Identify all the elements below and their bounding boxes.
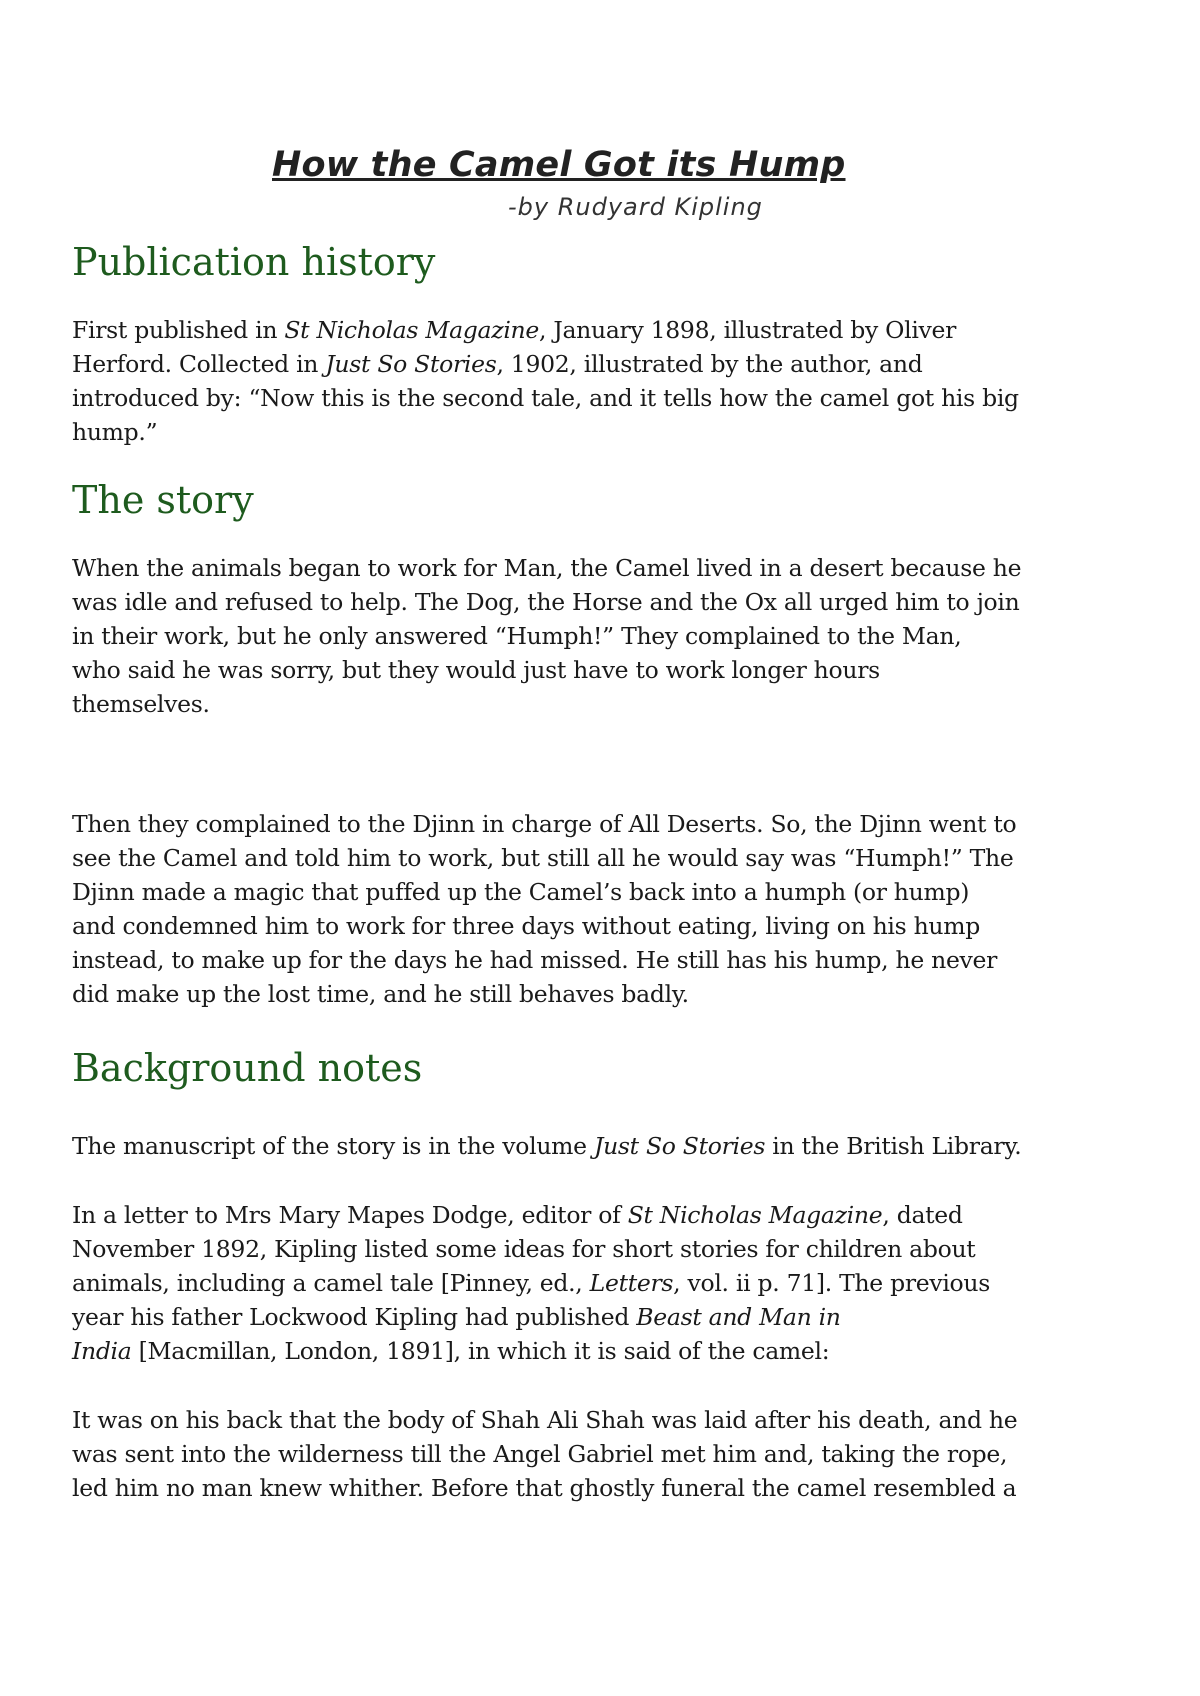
text-line: hump.” [72,418,158,446]
italic-title: Just So Stories [325,350,497,378]
paragraph-story-1 [72,551,1072,721]
paragraph-background-1 [72,1129,1072,1163]
text-line: and condemned him to work for three days without eating, living on his hump [72,912,980,940]
text-run: year his father Lockwood Kipling had published [72,1303,637,1331]
document-title: How the Camel Got its Hump [272,145,846,185]
text-line [72,1300,1072,1334]
text-run: Herford. Collected in [72,350,326,378]
text-run: , 1902, illustrated by the author, and [496,350,923,378]
text-line: see the Camel and told him to work, but still all he would say was “Humph!” The [72,844,1014,872]
italic-title: St Nicholas Magazine [284,316,539,344]
text-run: , vol. ii p. 71]. The previous [673,1269,990,1297]
text-line [72,1266,1072,1300]
heading-publication-history: Publication history [72,240,436,284]
text-line: was sent into the wilderness till the Angel Gabriel met him and, taking the rope, [72,1440,1008,1468]
text-line [72,347,1072,381]
text-line: led him no man knew whither. Before that ghostly funeral the camel resembled a [72,1474,1017,1502]
text-line: introduced by: “Now this is the second tale, and it tells how the camel got his big [72,384,1019,412]
heading-background-notes: Background notes [72,1046,423,1090]
text-run: animals, including a camel tale [Pinney, ed., [72,1269,590,1297]
text-run: First published in [72,316,285,344]
text-run: [Macmillan, London, 1891], in which it is said of the camel: [131,1337,830,1365]
text-line: themselves. [72,690,210,718]
text-line: November 1892, Kipling listed some ideas for short stories for children about [72,1235,976,1263]
text-run: , dated [882,1201,963,1229]
text-line: did make up the lost time, and he still behaves badly. [72,980,689,1008]
italic-title: St Nicholas Magazine [627,1201,883,1229]
text-line: instead, to make up for the days he had missed. He still has his hump, he never [72,946,998,974]
text-run: in the British Library. [765,1132,1022,1160]
paragraph-background-2 [72,1198,1072,1368]
text-run: In a letter to Mrs Mary Mapes Dodge, editor of [72,1201,628,1229]
italic-title: Letters [589,1269,674,1297]
text-line [72,313,1072,347]
paragraph-story-2 [72,807,1072,1011]
text-line: was idle and refused to help. The Dog, the Horse and the Ox all urged him to join [72,588,1020,616]
text-run: , January 1898, illustrated by Oliver [539,316,957,344]
text-line: in their work, but he only answered “Humph!” They complained to the Man, [72,622,962,650]
text-line: Djinn made a magic that puffed up the Camel’s back into a humph (or hump) [72,878,970,906]
text-line: When the animals began to work for Man, the Camel lived in a desert because he [72,554,1022,582]
author-byline: -by Rudyard Kipling [508,193,763,221]
text-run: The manuscript of the story is in the volume [72,1132,594,1160]
italic-title: Just So Stories [593,1132,766,1160]
heading-the-story: The story [72,478,254,522]
italic-title: India [72,1337,132,1365]
text-line [72,1129,1072,1163]
text-line: who said he was sorry, but they would just have to work longer hours [72,656,880,684]
text-line: Then they complained to the Djinn in charge of All Deserts. So, the Djinn went to [72,810,1017,838]
text-line [72,1334,1072,1368]
paragraph-background-3 [72,1403,1072,1505]
italic-title: Beast and Man in [636,1303,841,1331]
text-line: It was on his back that the body of Shah Ali Shah was laid after his death, and he [72,1406,1018,1434]
text-line [72,1198,1072,1232]
paragraph-publication [72,313,1072,449]
